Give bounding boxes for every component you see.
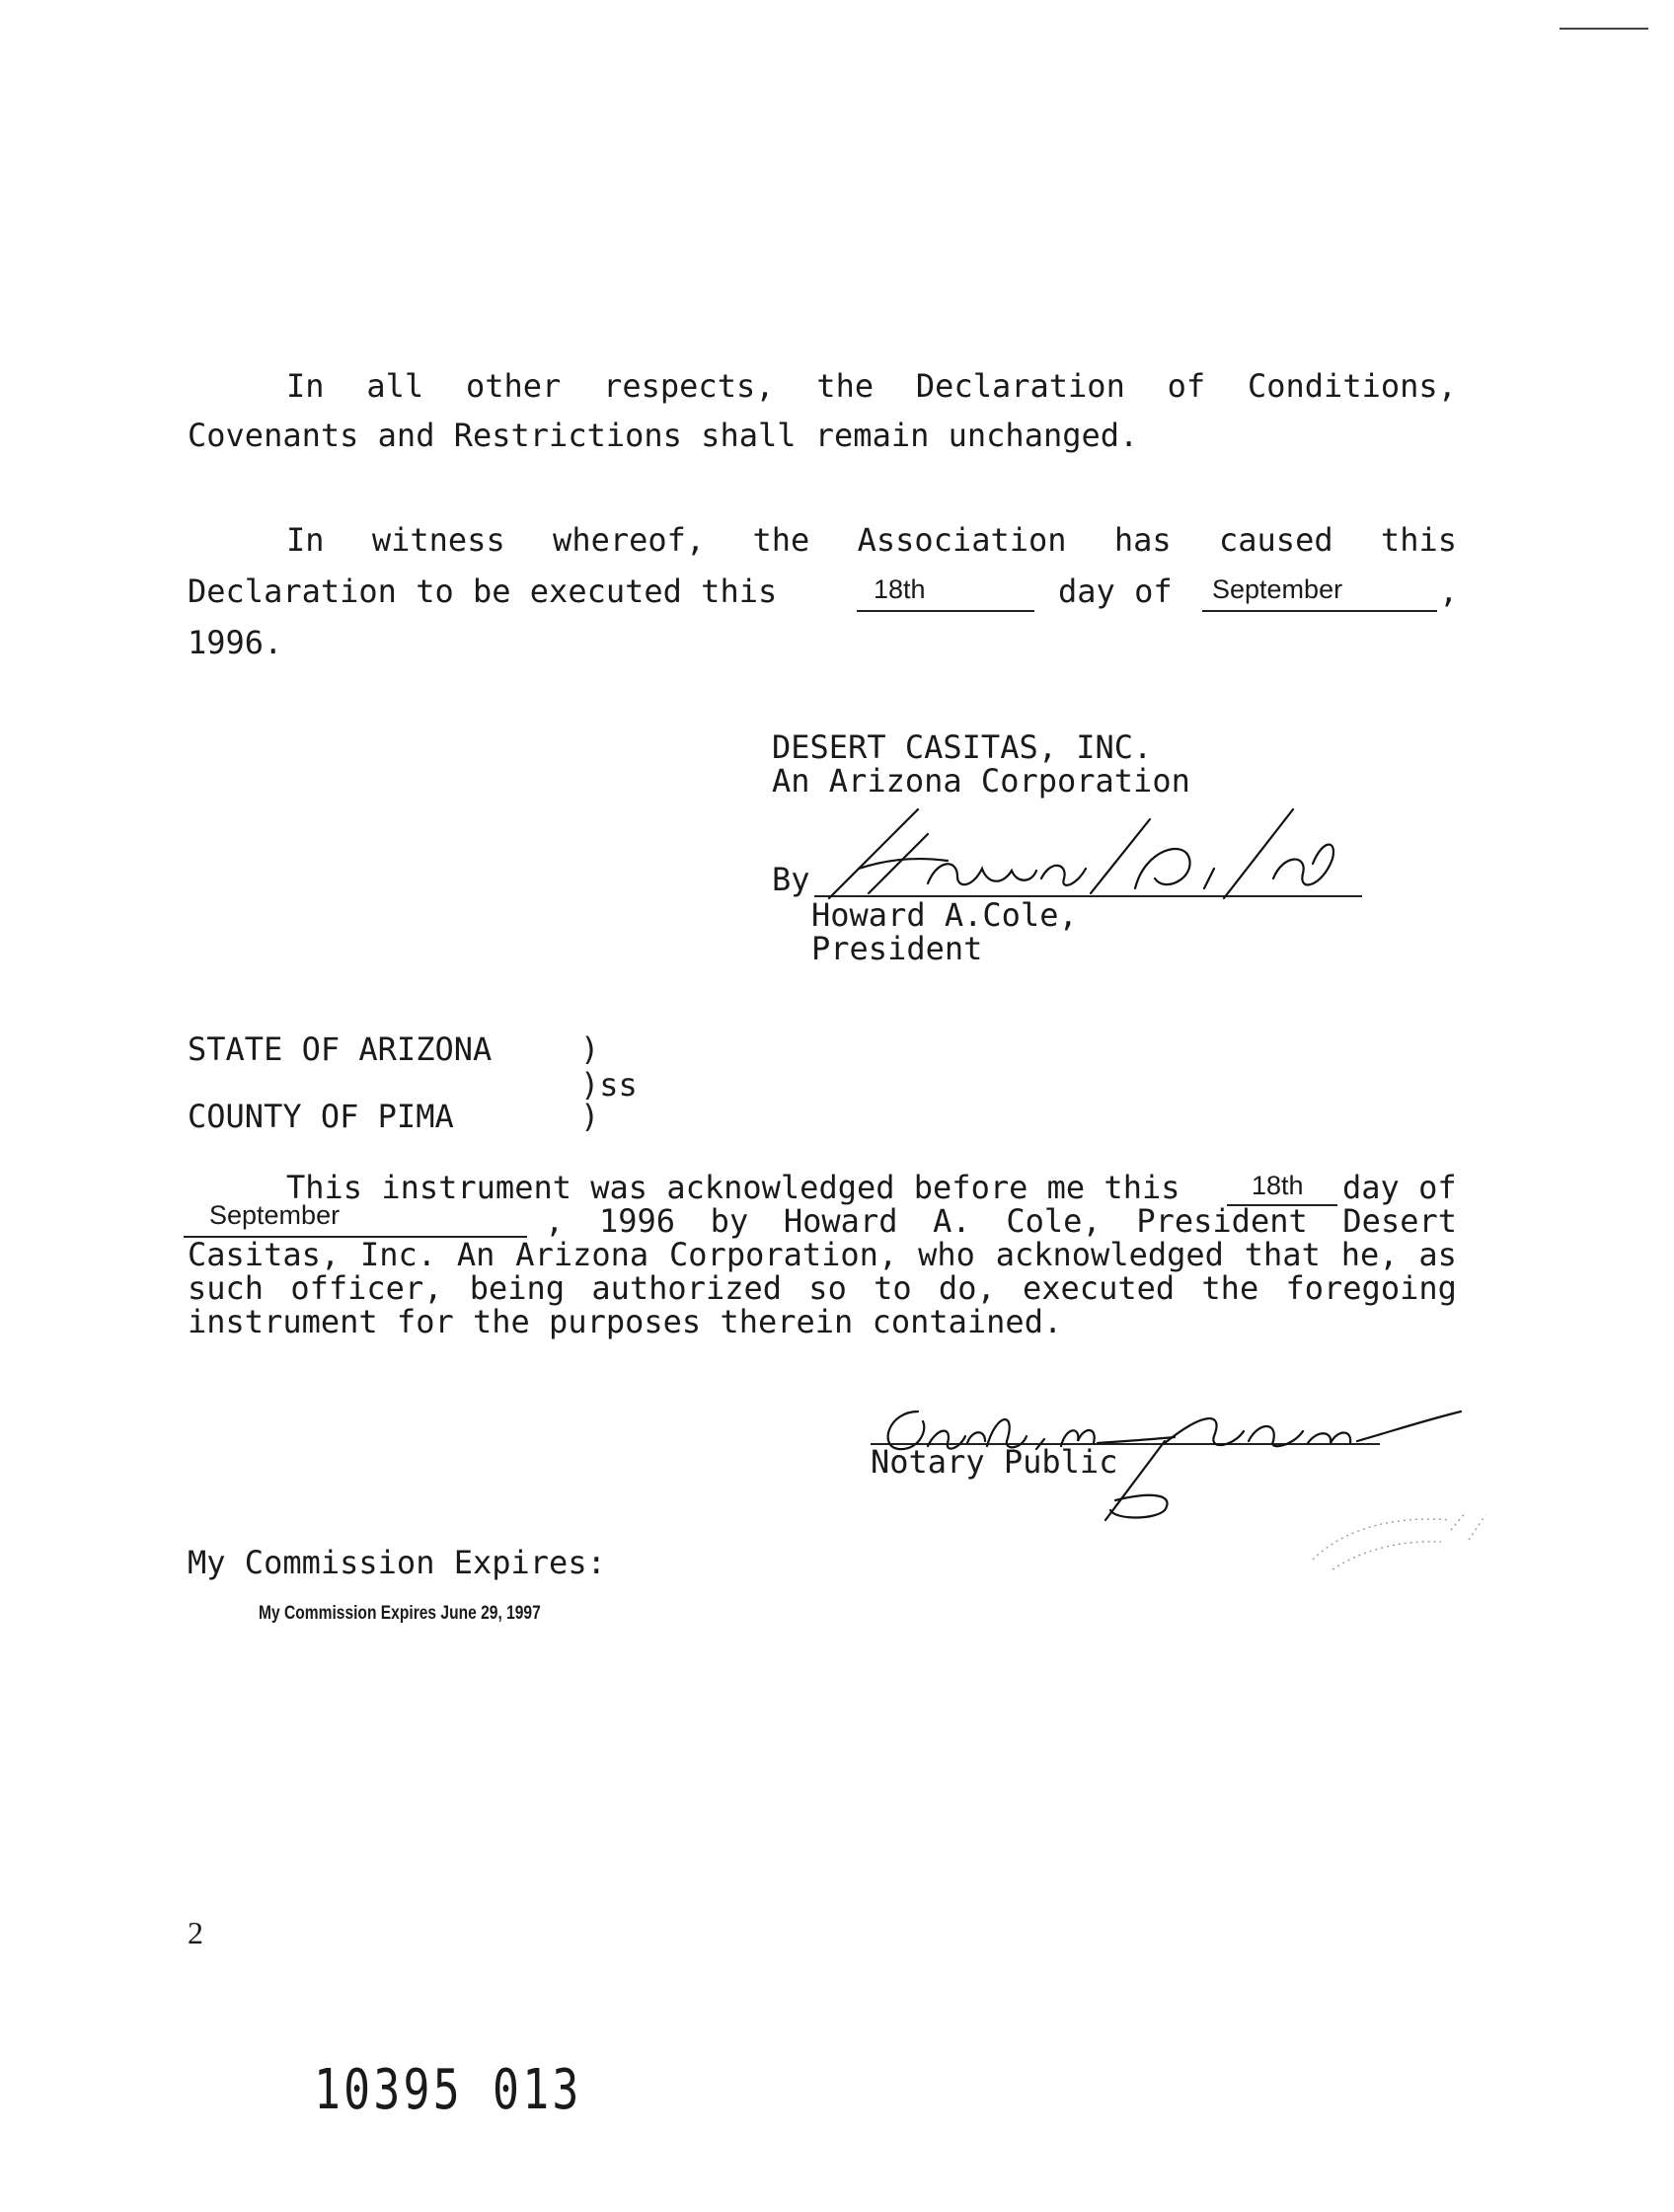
paragraph1-line1-word: Conditions, — [1247, 367, 1457, 405]
paragraph1-line1-word: In — [286, 367, 325, 405]
signer-title: President — [811, 930, 983, 967]
venue-paren-bottom: ) — [580, 1098, 600, 1135]
document-number: 10395 013 — [314, 2058, 582, 2122]
ack-line3-word: Arizona — [515, 1236, 649, 1273]
signer-name: Howard A.Cole, — [811, 896, 1078, 934]
paragraph2-line2-mid: day of — [1058, 572, 1173, 610]
ack-month-value: September — [209, 1200, 341, 1230]
ack-line4 — [188, 1269, 1457, 1307]
paragraph2-line1-word: Association — [857, 521, 1067, 559]
day-blank — [857, 610, 1034, 612]
ack-line4-word: do, — [938, 1269, 996, 1307]
commission-stamp: My Commission Expires June 29, 1997 — [259, 1603, 541, 1624]
page-number: 2 — [188, 1915, 203, 1950]
paragraph2-line1-word: whereof, — [553, 521, 706, 559]
ack-line1-end: day of — [1342, 1169, 1457, 1206]
ack-line3-word: Corporation, — [669, 1236, 898, 1273]
president-signature — [809, 800, 1362, 928]
venue-state: STATE OF ARIZONA — [188, 1030, 493, 1068]
company-name: DESERT CASITAS, INC. — [772, 728, 1153, 766]
paragraph1-line1-word: all — [366, 367, 424, 405]
ack-day-value: 18th — [1252, 1171, 1304, 1200]
ack-line3-word: Casitas, — [188, 1236, 341, 1273]
ack-line2-word: by — [710, 1202, 749, 1240]
ack-line4-word: so — [808, 1269, 847, 1307]
ack-line2-word: Desert — [1342, 1202, 1457, 1240]
corner-rule — [1560, 28, 1648, 30]
venue-ss: )ss — [580, 1066, 638, 1104]
paragraph2-line1-word: caused — [1219, 521, 1333, 559]
company-type: An Arizona Corporation — [772, 762, 1190, 800]
ack-line2-word: President — [1136, 1202, 1308, 1240]
paragraph1-line2: Covenants and Restrictions shall remain unchanged. — [188, 417, 1139, 454]
ack-line3 — [188, 1236, 1457, 1273]
paragraph2-line1-word: witness — [371, 521, 505, 559]
ack-line3-word: as — [1418, 1236, 1457, 1273]
ack-line4-word: to — [874, 1269, 912, 1307]
paragraph2-line1 — [286, 521, 1457, 559]
month-blank — [1202, 610, 1437, 612]
commission-label: My Commission Expires: — [188, 1544, 606, 1581]
ack-line2-word: Howard — [783, 1202, 898, 1240]
ack-line3-word: who — [918, 1236, 975, 1273]
paragraph2-line2-suffix: , — [1439, 572, 1459, 610]
ack-line4-word: being — [469, 1269, 566, 1307]
ack-line2-word: , — [545, 1202, 565, 1240]
ack-line5: instrument for the purposes therein contained. — [188, 1303, 1063, 1340]
paragraph2-line1-word: the — [752, 521, 810, 559]
paragraph2-line2-prefix: Declaration to be executed this — [188, 572, 778, 610]
ack-line1-text: This instrument was acknowledged before me this — [286, 1169, 1180, 1206]
paragraph1-line1-word: other — [465, 367, 562, 405]
notary-label: Notary Public — [871, 1443, 1118, 1481]
paragraph1-line1 — [286, 367, 1457, 405]
paragraph2-line3: 1996. — [188, 624, 283, 661]
paragraph1-line1-word: respects, — [603, 367, 775, 405]
paragraph2-line1-word: has — [1113, 521, 1172, 559]
ack-line4-word: executed — [1023, 1269, 1176, 1307]
ack-line2 — [545, 1202, 1457, 1240]
paragraph2-line1-word: In — [286, 521, 325, 559]
ack-line3-word: acknowledged — [995, 1236, 1224, 1273]
paragraph1-line1-word: of — [1167, 367, 1206, 405]
venue-county: COUNTY OF PIMA — [188, 1098, 454, 1135]
ack-line2-word: Cole, — [1006, 1202, 1102, 1240]
month-value: September — [1212, 574, 1343, 604]
ack-line3-word: he, — [1340, 1236, 1399, 1273]
venue-paren-top: ) — [580, 1030, 600, 1068]
paragraph2-line1-word: this — [1380, 521, 1457, 559]
paragraph1-line1-word: the — [816, 367, 875, 405]
ack-line2-word: 1996 — [598, 1202, 675, 1240]
notary-signature — [869, 1372, 1481, 1510]
ack-line3-word: An — [456, 1236, 495, 1273]
ack-line4-word: the — [1201, 1269, 1259, 1307]
ack-line3-word: Inc. — [359, 1236, 437, 1273]
notary-seal-remnant — [1303, 1500, 1520, 1589]
ack-line4-word: authorized — [591, 1269, 783, 1307]
ack-line4-word: foregoing — [1285, 1269, 1457, 1307]
ack-line2-word: A. — [933, 1202, 971, 1240]
ack-line4-word: officer, — [290, 1269, 443, 1307]
ack-line3-word: that — [1244, 1236, 1321, 1273]
paragraph1-line1-word: Declaration — [915, 367, 1125, 405]
ack-line4-word: such — [188, 1269, 265, 1307]
day-value: 18th — [874, 574, 926, 604]
by-label: By — [772, 861, 810, 898]
